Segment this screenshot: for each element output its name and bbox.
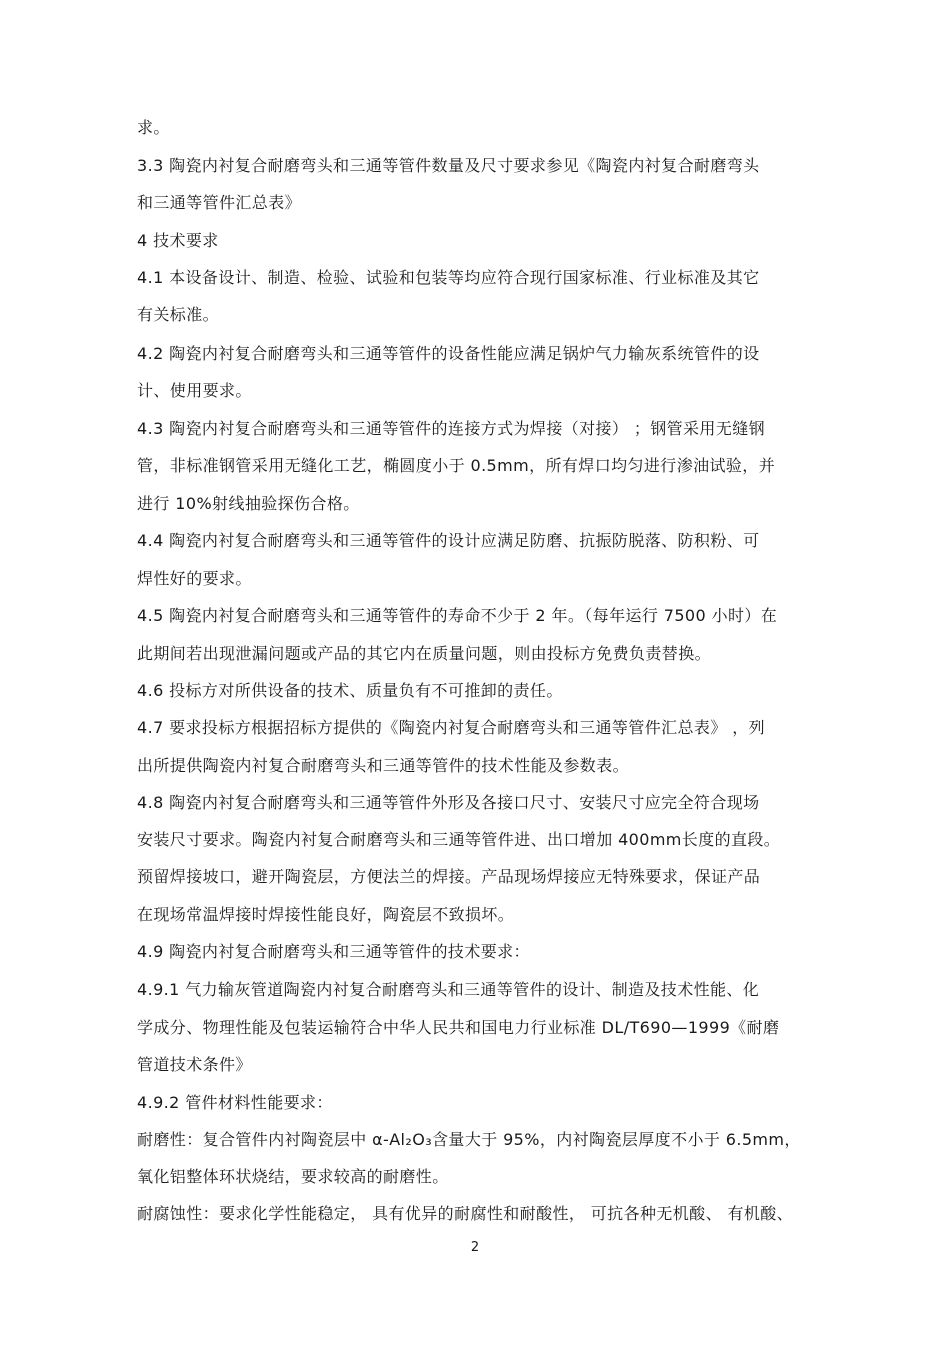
text-line-5: 4.1 本设备设计、制造、检验、试验和包装等均应符合现行国家标准、行业标准及其它: [137, 268, 760, 287]
text-line-2: 3.3 陶瓷内衬复合耐磨弯头和三通等管件数量及尺寸要求参见《陶瓷内衬复合耐磨弯头: [137, 156, 760, 175]
text-line-27: 4.9.2 管件材料性能要求：: [137, 1093, 333, 1112]
text-line-1: 求。: [137, 118, 170, 137]
text-line-22: 在现场常温焊接时焊接性能良好，陶瓷层不致损坏。: [137, 905, 515, 924]
text-line-25: 学成分、物理性能及包装运输符合中华人民共和国电力行业标准 DL/T690—1999《耐磨: [137, 1018, 780, 1037]
text-line-30: 耐腐蚀性：要求化学性能稳定， 具有优异的耐腐性和耐酸性， 可抗各种无机酸、 有机酸、: [137, 1204, 794, 1223]
text-line-8: 计、使用要求。: [137, 381, 252, 400]
text-line-6: 有关标准。: [137, 305, 220, 324]
text-line-20: 安装尺寸要求。陶瓷内衬复合耐磨弯头和三通等管件进、出口增加 400mm长度的直段。: [137, 830, 781, 849]
text-line-17: 4.7 要求投标方根据招标方提供的《陶瓷内衬复合耐磨弯头和三通等管件汇总表》 ，列: [137, 718, 766, 737]
page-number: 2: [470, 1240, 480, 1255]
text-line-11: 进行 10%射线抽验探伤合格。: [137, 494, 360, 513]
text-line-23: 4.9 陶瓷内衬复合耐磨弯头和三通等管件的技术要求：: [137, 942, 530, 961]
text-line-16: 4.6 投标方对所供设备的技术、质量负有不可推卸的责任。: [137, 681, 563, 700]
text-line-28: 耐磨性：复合管件内衬陶瓷层中 α-Al₂O₃含量大于 95%，内衬陶瓷层厚度不小于 6.5mm，: [137, 1130, 801, 1149]
section-heading-4: 4 技术要求: [137, 231, 219, 250]
text-line-13: 焊性好的要求。: [137, 569, 252, 588]
text-line-14: 4.5 陶瓷内衬复合耐磨弯头和三通等管件的寿命不少于 2 年。（每年运行 7500 小时）在: [137, 606, 778, 625]
text-line-21: 预留焊接坡口，避开陶瓷层，方便法兰的焊接。产品现场焊接应无特殊要求，保证产品: [137, 867, 761, 886]
text-line-12: 4.4 陶瓷内衬复合耐磨弯头和三通等管件的设计应满足防磨、抗振防脱落、防积粉、可: [137, 531, 760, 550]
text-line-15: 此期间若出现泄漏问题或产品的其它内在质量问题，则由投标方免费负责替换。: [137, 644, 712, 663]
text-line-24: 4.9.1 气力输灰管道陶瓷内衬复合耐磨弯头和三通等管件的设计、制造及技术性能、化: [137, 980, 760, 999]
text-line-7: 4.2 陶瓷内衬复合耐磨弯头和三通等管件的设备性能应满足锅炉气力输灰系统管件的设: [137, 344, 760, 363]
text-line-29: 氧化铝整体环状烧结，要求较高的耐磨性。: [137, 1167, 449, 1186]
text-line-18: 出所提供陶瓷内衬复合耐磨弯头和三通等管件的技术性能及参数表。: [137, 756, 630, 775]
text-line-9: 4.3 陶瓷内衬复合耐磨弯头和三通等管件的连接方式为焊接（对接） ；钢管采用无缝钢: [137, 419, 766, 438]
text-line-19: 4.8 陶瓷内衬复合耐磨弯头和三通等管件外形及各接口尺寸、安装尺寸应完全符合现场: [137, 793, 760, 812]
text-line-26: 管道技术条件》: [137, 1055, 252, 1074]
text-line-10: 管，非标准钢管采用无缝化工艺，椭圆度小于 0.5mm，所有焊口均匀进行渗油试验，并: [137, 456, 776, 475]
text-line-3: 和三通等管件汇总表》: [137, 193, 302, 212]
